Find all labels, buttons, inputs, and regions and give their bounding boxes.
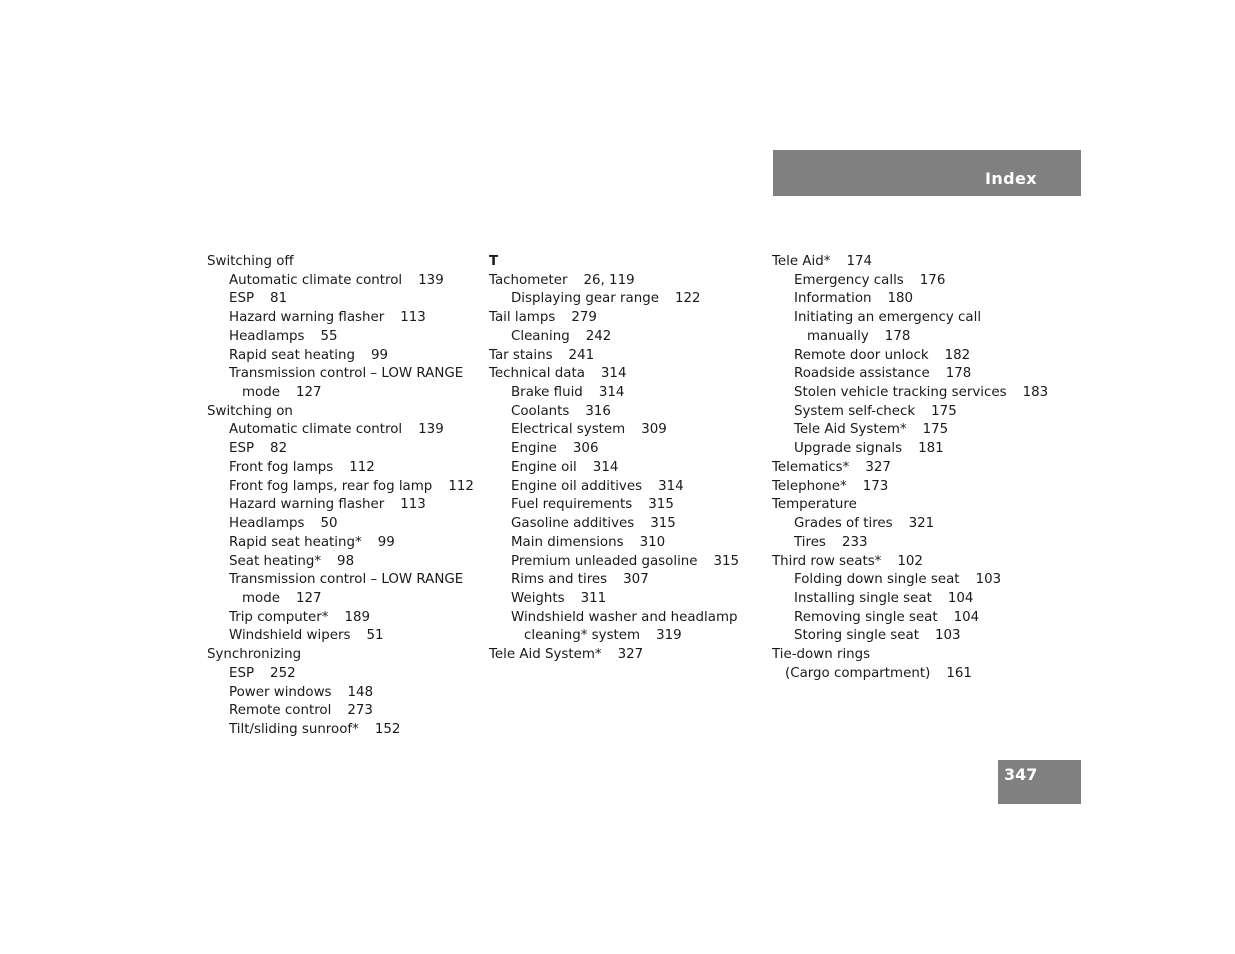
index-entry-text: Information xyxy=(794,291,872,307)
index-entry-page-ref[interactable]: 181 xyxy=(918,441,944,457)
index-entry xyxy=(489,309,769,328)
index-entry-page-ref[interactable]: 183 xyxy=(1022,385,1049,401)
index-entry xyxy=(489,646,769,665)
index-entry xyxy=(772,478,1072,497)
index-entry-page-ref[interactable]: 316 xyxy=(585,403,611,419)
index-entry-page-ref[interactable]: 113 xyxy=(400,497,426,513)
index-entry-page-ref[interactable]: 51 xyxy=(366,628,384,644)
index-entry-text: Telematics* xyxy=(772,459,850,475)
index-entry-text: Engine xyxy=(511,441,557,457)
index-entry xyxy=(207,328,487,347)
index-entry-text: Premium unleaded gasoline xyxy=(511,553,698,569)
index-entry-text: Automatic climate control xyxy=(229,272,403,288)
index-entry-text: Rapid seat heating* xyxy=(229,534,362,550)
index-entry-page-ref[interactable]: 104 xyxy=(953,609,980,625)
index-entry-page-ref[interactable]: 152 xyxy=(374,721,401,737)
index-entry-page-ref[interactable]: 327 xyxy=(617,647,644,663)
index-entry xyxy=(772,272,1072,291)
index-entry-page-ref[interactable]: 241 xyxy=(568,347,595,363)
index-entry-text: (Cargo compartment) xyxy=(785,665,931,681)
index-entry-text: Storing single seat xyxy=(794,628,919,644)
index-entry xyxy=(489,290,769,309)
index-entry xyxy=(207,609,487,628)
index-entry-text: Upgrade signals xyxy=(794,441,903,457)
index-entry xyxy=(489,590,769,609)
index-entry-page-ref[interactable]: 112 xyxy=(349,459,375,475)
index-entry-page-ref[interactable]: 310 xyxy=(639,534,666,550)
index-entry xyxy=(207,571,487,590)
index-entry-text: Transmission control – LOW RANGE xyxy=(229,366,464,382)
index-entry-text: Tires xyxy=(794,534,826,550)
index-entry-page-ref[interactable]: 174 xyxy=(846,254,872,269)
index-entry-text: Tar stains xyxy=(489,347,553,363)
index-entry xyxy=(772,496,1072,515)
index-entry-page-ref[interactable]: 176 xyxy=(919,272,946,288)
index-entry-text: Front fog lamps, rear fog lamp xyxy=(229,478,433,494)
index-entry-text: mode xyxy=(242,385,280,401)
index-entry-page-ref[interactable]: 311 xyxy=(580,590,607,606)
index-entry xyxy=(772,365,1072,384)
index-header-bar xyxy=(773,150,1081,196)
index-entry-page-ref[interactable]: 273 xyxy=(347,703,373,719)
index-entry-text: Tail lamps xyxy=(489,310,556,326)
index-entry xyxy=(772,328,1072,347)
index-entry-text: Headlamps xyxy=(229,328,305,344)
index-entry-text: mode xyxy=(242,590,280,606)
index-entry xyxy=(772,309,1072,328)
index-entry-text: Weights xyxy=(511,590,565,606)
index-entry-page-ref[interactable]: 233 xyxy=(841,534,868,550)
index-entry-page-ref[interactable]: 178 xyxy=(884,328,911,344)
index-entry-page-ref[interactable]: 139 xyxy=(418,272,444,288)
index-letter-heading xyxy=(489,253,769,272)
index-entry-page-ref[interactable]: 314 xyxy=(658,478,684,494)
index-entry-text: Technical data xyxy=(489,366,585,382)
index-entry xyxy=(489,515,769,534)
index-entry-text: Folding down single seat xyxy=(794,572,960,588)
index-entry xyxy=(207,403,487,422)
index-entry xyxy=(207,272,487,291)
index-entry-page-ref[interactable]: 139 xyxy=(418,422,444,438)
index-entry-page-ref[interactable]: 321 xyxy=(908,516,935,532)
index-entry-text: Cleaning xyxy=(511,328,570,344)
index-entry xyxy=(207,290,487,309)
index-entry xyxy=(207,421,487,440)
index-entry xyxy=(772,627,1072,646)
index-entry xyxy=(772,440,1072,459)
index-entry-page-ref[interactable]: 173 xyxy=(862,478,889,494)
index-entry-page-ref[interactable]: 98 xyxy=(337,553,355,569)
index-entry xyxy=(207,384,487,403)
index-entry-text: Hazard warning flasher xyxy=(229,497,385,513)
index-entry-text: Electrical system xyxy=(511,422,626,438)
index-entry xyxy=(772,290,1072,309)
index-entry xyxy=(489,403,769,422)
index-entry-text: Switching on xyxy=(207,403,293,419)
index-entry-page-ref[interactable]: 180 xyxy=(887,291,914,307)
index-entry-text: Hazard warning flasher xyxy=(229,310,385,326)
index-entry-page-ref[interactable]: 127 xyxy=(295,590,322,606)
index-entry xyxy=(772,534,1072,553)
index-entry-page-ref[interactable]: 82 xyxy=(270,441,288,457)
index-entry-text: Fuel requirements xyxy=(511,497,633,513)
index-entry-text: Seat heating* xyxy=(229,553,322,569)
index-entry-text: Engine oil xyxy=(511,459,577,475)
index-entry-text: Telephone* xyxy=(772,478,847,494)
index-entry xyxy=(207,347,487,366)
index-entry-page-ref[interactable]: 309 xyxy=(641,422,667,438)
index-entry-page-ref[interactable]: 103 xyxy=(975,572,1002,588)
index-entry-text: Roadside assistance xyxy=(794,366,930,382)
index-entry-page-ref[interactable]: 175 xyxy=(922,422,949,438)
index-entry xyxy=(489,459,769,478)
index-entry-text: ESP xyxy=(229,441,255,457)
index-entry-text: Tie-down rings xyxy=(772,647,871,663)
index-column-2 xyxy=(489,253,769,665)
index-entry xyxy=(207,702,487,721)
index-entry-text: Trip computer* xyxy=(229,609,329,625)
index-entry xyxy=(489,496,769,515)
index-entry-text: ESP xyxy=(229,291,255,307)
index-entry xyxy=(489,384,769,403)
index-entry-text: Gasoline additives xyxy=(511,516,635,532)
index-entry xyxy=(772,609,1072,628)
index-entry xyxy=(489,609,769,628)
index-entry-text: Third row seats* xyxy=(772,553,882,569)
index-entry-text: ESP xyxy=(229,665,255,681)
index-entry-page-ref[interactable]: 182 xyxy=(944,347,971,363)
index-entry-page-ref[interactable]: 314 xyxy=(598,385,625,401)
index-entry-text: Engine oil additives xyxy=(511,478,643,494)
index-column-1 xyxy=(207,253,487,740)
index-entry-page-ref[interactable]: 315 xyxy=(713,553,740,569)
index-entry-page-ref[interactable]: 102 xyxy=(897,553,923,569)
index-entry xyxy=(489,440,769,459)
index-entry-text: Tilt/sliding sunroof* xyxy=(229,721,359,737)
index-column-3 xyxy=(772,253,1072,684)
index-entry-page-ref[interactable]: 315 xyxy=(650,516,676,532)
index-entry xyxy=(207,496,487,515)
index-entry-text: Displaying gear range xyxy=(511,291,659,307)
index-entry-page-ref[interactable]: 314 xyxy=(600,366,627,382)
index-entry-page-ref[interactable]: 26, 119 xyxy=(583,272,635,288)
index-entry xyxy=(772,253,1072,272)
index-entry xyxy=(207,627,487,646)
index-entry xyxy=(207,309,487,328)
index-entry-page-ref[interactable]: 104 xyxy=(947,590,974,606)
index-entry xyxy=(207,646,487,665)
index-entry-page-ref[interactable]: 161 xyxy=(946,665,972,681)
index-entry-text: Removing single seat xyxy=(794,609,938,625)
index-entry xyxy=(772,571,1072,590)
index-entry xyxy=(207,534,487,553)
index-entry-text: Windshield wipers xyxy=(229,628,351,644)
index-entry-page-ref[interactable]: 189 xyxy=(344,609,371,625)
index-entry xyxy=(772,421,1072,440)
index-entry-page-ref[interactable]: 50 xyxy=(320,516,338,532)
index-entry-text: Power windows xyxy=(229,684,332,700)
index-entry-page-ref[interactable]: 127 xyxy=(295,385,322,401)
index-entry xyxy=(489,328,769,347)
index-entry-text: Windshield washer and headlamp xyxy=(511,609,738,625)
index-entry-page-ref[interactable]: 279 xyxy=(571,310,597,326)
index-entry-text: T xyxy=(489,254,499,269)
index-entry-text: Rims and tires xyxy=(511,572,608,588)
index-entry-page-ref[interactable]: 178 xyxy=(945,366,972,382)
index-entry-text: Tele Aid System* xyxy=(794,422,907,438)
page-number-box xyxy=(998,760,1081,804)
index-entry-page-ref[interactable]: 99 xyxy=(377,534,395,550)
index-entry-text: Automatic climate control xyxy=(229,422,403,438)
index-entry-text: Front fog lamps xyxy=(229,459,334,475)
index-entry-text: Synchronizing xyxy=(207,647,302,663)
index-entry xyxy=(772,515,1072,534)
index-entry-page-ref[interactable]: 112 xyxy=(448,478,474,494)
index-entry-text: Headlamps xyxy=(229,516,305,532)
index-entry-page-ref[interactable]: 99 xyxy=(371,347,389,363)
index-entry-text: Grades of tires xyxy=(794,516,893,532)
index-entry-text: Remote door unlock xyxy=(794,347,929,363)
index-entry-text: Tele Aid System* xyxy=(489,647,602,663)
index-entry-page-ref[interactable]: 103 xyxy=(934,628,961,644)
page-title: Index xyxy=(985,169,1037,188)
index-entry-text: cleaning* system xyxy=(524,628,641,644)
index-entry xyxy=(207,721,487,740)
index-entry xyxy=(207,665,487,684)
index-entry xyxy=(772,403,1072,422)
page-number: 347 xyxy=(1004,765,1038,784)
index-entry-page-ref[interactable]: 81 xyxy=(270,291,288,307)
index-entry-text: manually xyxy=(807,328,869,344)
index-entry xyxy=(772,665,1072,684)
index-entry xyxy=(207,515,487,534)
index-entry xyxy=(207,590,487,609)
index-entry-text: Tele Aid* xyxy=(772,254,831,269)
index-entry xyxy=(489,627,769,646)
index-entry xyxy=(489,534,769,553)
index-entry xyxy=(207,459,487,478)
index-entry xyxy=(772,646,1072,665)
index-entry-page-ref[interactable]: 307 xyxy=(623,572,649,588)
index-entry-page-ref[interactable]: 314 xyxy=(592,459,619,475)
index-entry-text: Rapid seat heating xyxy=(229,347,356,363)
index-entry-text: System self-check xyxy=(794,403,916,419)
index-entry-text: Main dimensions xyxy=(511,534,624,550)
index-entry xyxy=(489,478,769,497)
index-entry xyxy=(489,272,769,291)
index-entry-text: Installing single seat xyxy=(794,590,932,606)
index-entry-page-ref[interactable]: 175 xyxy=(931,403,957,419)
index-entry-page-ref[interactable]: 306 xyxy=(572,441,599,457)
index-entry-page-ref[interactable]: 55 xyxy=(320,328,338,344)
index-entry-text: Temperature xyxy=(772,497,857,513)
index-entry-page-ref[interactable]: 252 xyxy=(270,665,296,681)
index-entry-text: Switching off xyxy=(207,254,294,269)
index-entry-page-ref[interactable]: 242 xyxy=(585,328,612,344)
index-entry xyxy=(772,347,1072,366)
index-entry xyxy=(489,571,769,590)
index-entry xyxy=(489,347,769,366)
index-entry xyxy=(207,253,487,272)
index-entry-text: Tachometer xyxy=(489,272,568,288)
index-entry xyxy=(772,384,1072,403)
index-entry xyxy=(207,365,487,384)
index-entry-text: Stolen vehicle tracking services xyxy=(794,385,1007,401)
index-entry xyxy=(207,553,487,572)
index-entry-page-ref[interactable]: 113 xyxy=(400,310,426,326)
index-entry-page-ref[interactable]: 148 xyxy=(347,684,374,700)
index-entry xyxy=(772,590,1072,609)
index-entry xyxy=(207,478,487,497)
index-entry-page-ref[interactable]: 315 xyxy=(648,497,674,513)
index-entry-page-ref[interactable]: 327 xyxy=(865,459,891,475)
index-entry-page-ref[interactable]: 319 xyxy=(656,628,682,644)
index-entry xyxy=(772,553,1072,572)
index-entry-text: Transmission control – LOW RANGE xyxy=(229,572,464,588)
index-entry-text: Remote control xyxy=(229,703,332,719)
index-entry-text: Brake fluid xyxy=(511,385,583,401)
index-entry xyxy=(772,459,1072,478)
index-entry-text: Emergency calls xyxy=(794,272,904,288)
index-entry-text: Coolants xyxy=(511,403,570,419)
index-entry xyxy=(207,684,487,703)
index-entry xyxy=(489,553,769,572)
index-entry-page-ref[interactable]: 122 xyxy=(674,291,701,307)
index-entry xyxy=(489,365,769,384)
index-entry xyxy=(489,421,769,440)
index-entry-text: Initiating an emergency call xyxy=(794,310,982,326)
index-entry xyxy=(207,440,487,459)
